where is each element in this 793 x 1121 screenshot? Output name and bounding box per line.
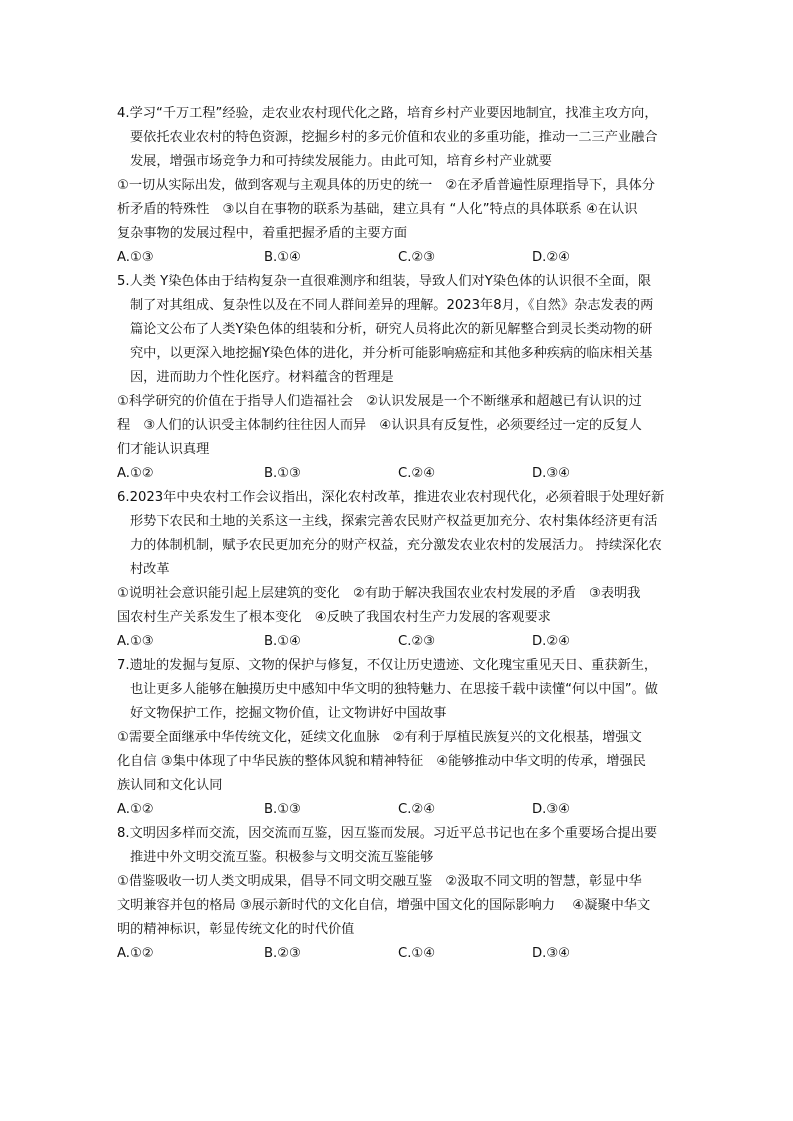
question-stem-line: 好文物保护工作，挖掘文物价值，让文物讲好中国故事 (130, 706, 447, 721)
question-8 (117, 822, 687, 966)
question-stem-line: 4.学习“千万工程”经验，走农业农村现代化之路，培育乡村产业要因地制宜，找准主攻方向， (117, 106, 658, 121)
question-stem-line: 也让更多人能够在触摸历史中感知中华文明的独特魅力、在思接千载中读懂“何以中国”。做 (130, 682, 658, 697)
answer-option-c[interactable]: C.②③ (398, 250, 436, 265)
answer-option-b[interactable]: B.①③ (264, 466, 301, 481)
statement-line: 文明兼容并包的格局 ③展示新时代的文化自信，增强中国文化的国际影响力 ④凝聚中华文 (117, 898, 651, 913)
question-stem-line: 篇论文公布了人类Y染色体的组装和分析，研究人员将此次的新见解整合到灵长类动物的研 (130, 322, 653, 337)
statement-line: ①科学研究的价值在于指导人们造福社会 ②认识发展是一个不断继承和超越已有认识的过 (117, 394, 642, 409)
answer-option-b[interactable]: B.①④ (264, 250, 301, 265)
answer-choices (117, 942, 687, 966)
statement-line: ①说明社会意识能引起上层建筑的变化 ②有助于解决我国农业农村发展的矛盾 ③表明我 (117, 586, 641, 601)
answer-option-b[interactable]: B.①③ (264, 802, 301, 817)
answer-choices (117, 462, 687, 486)
answer-option-c[interactable]: C.②④ (398, 466, 436, 481)
statement-line: 明的精神标识，彰显传统文化的时代价值 (117, 922, 355, 937)
answer-option-b[interactable]: B.②③ (264, 946, 301, 961)
answer-option-c[interactable]: C.②③ (398, 634, 436, 649)
statement-line: 族认同和文化认同 (117, 778, 223, 793)
question-stem-line: 究中，以更深入地挖掘Y染色体的进化，并分析可能影响癌症和其他多种疾病的临床相关基 (130, 346, 653, 361)
answer-option-c[interactable]: C.②④ (398, 802, 436, 817)
answer-option-b[interactable]: B.①④ (264, 634, 301, 649)
statement-line: 程 ③人们的认识受主体制约往往因人而异 ④认识具有反复性，必须要经过一定的反复人 (117, 418, 642, 433)
answer-choices (117, 246, 687, 270)
answer-option-d[interactable]: D.③④ (532, 802, 570, 817)
answer-option-a[interactable]: A.①③ (117, 634, 154, 649)
answer-option-d[interactable]: D.③④ (532, 466, 570, 481)
exam-page (117, 102, 687, 966)
answer-option-c[interactable]: C.①④ (398, 946, 436, 961)
question-stem-line: 因，进而助力个性化医疗。材料蕴含的哲理是 (130, 370, 394, 385)
answer-choices (117, 798, 687, 822)
answer-option-d[interactable]: D.②④ (532, 250, 570, 265)
question-5 (117, 270, 687, 486)
question-stem-line: 形势下农民和土地的关系这一主线，探索完善农民财产权益更加充分、农村集体经济更有活 (130, 514, 658, 529)
question-stem-line: 村改革 (130, 562, 170, 577)
statement-line: 国农村生产关系发生了根本变化 ④反映了我国农村生产力发展的客观要求 (117, 610, 551, 625)
question-stem-line: 力的体制机制，赋予农民更加充分的财产权益，充分激发农业农村的发展活力。 持续深化农 (130, 538, 662, 553)
question-6 (117, 486, 687, 654)
statement-line: ①需要全面继承中华传统文化，延续文化血脉 ②有利于厚植民族复兴的文化根基，增强文 (117, 730, 642, 745)
question-stem-line: 推进中外文明交流互鉴。积极参与文明交流互鉴能够 (130, 850, 434, 865)
statement-line: 们才能认识真理 (117, 442, 210, 457)
question-stem-line: 要依托农业农村的特色资源，挖掘乡村的多元价值和农业的多重功能，推动一二三产业融合 (130, 130, 658, 145)
answer-option-d[interactable]: D.②④ (532, 634, 570, 649)
question-stem-line: 6.2023年中央农村工作会议指出，深化农村改革，推进农业农村现代化，必须着眼于处理好新 (117, 490, 665, 505)
question-stem-line: 5.人类 Y染色体由于结构复杂一直很难测序和组装，导致人们对Y染色体的认识很不全面，限 (117, 274, 652, 289)
answer-option-a[interactable]: A.①② (117, 802, 154, 817)
statement-line: 化自信 ③集中体现了中华民族的整体风貌和精神特征 ④能够推动中华文明的传承，增强民 (117, 754, 646, 769)
statement-line: ①一切从实际出发，做到客观与主观具体的历史的统一 ②在矛盾普遍性原理指导下，具体分 (117, 178, 655, 193)
answer-option-a[interactable]: A.①② (117, 466, 154, 481)
question-7 (117, 654, 687, 822)
answer-option-a[interactable]: A.①③ (117, 250, 154, 265)
statement-line: ①借鉴吸收一切人类文明成果，倡导不同文明交融互鉴 ②汲取不同文明的智慧，彰显中华 (117, 874, 642, 889)
statement-line: 复杂事物的发展过程中，着重把握矛盾的主要方面 (117, 226, 408, 241)
question-stem-line: 8.文明因多样而交流，因交流而互鉴，因互鉴而发展。习近平总书记也在多个重要场合提出要 (117, 826, 658, 841)
question-stem-line: 7.遗址的发掘与复原、文物的保护与修复，不仅让历史遗迹、文化瑰宝重见天日、重获新生， (117, 658, 658, 673)
question-4 (117, 102, 687, 270)
answer-option-d[interactable]: D.③④ (532, 946, 570, 961)
question-stem-line: 发展，增强市场竞争力和可持续发展能力。由此可知，培育乡村产业就要 (130, 154, 552, 169)
statement-line: 析矛盾的特殊性 ③以自在事物的联系为基础，建立具有 “人化”特点的具体联系 ④在认识 (117, 202, 638, 217)
question-stem-line: 制了对其组成、复杂性以及在不同人群间差异的理解。2023年8月，《自然》杂志发表的两 (130, 298, 654, 313)
answer-choices (117, 630, 687, 654)
answer-option-a[interactable]: A.①② (117, 946, 154, 961)
